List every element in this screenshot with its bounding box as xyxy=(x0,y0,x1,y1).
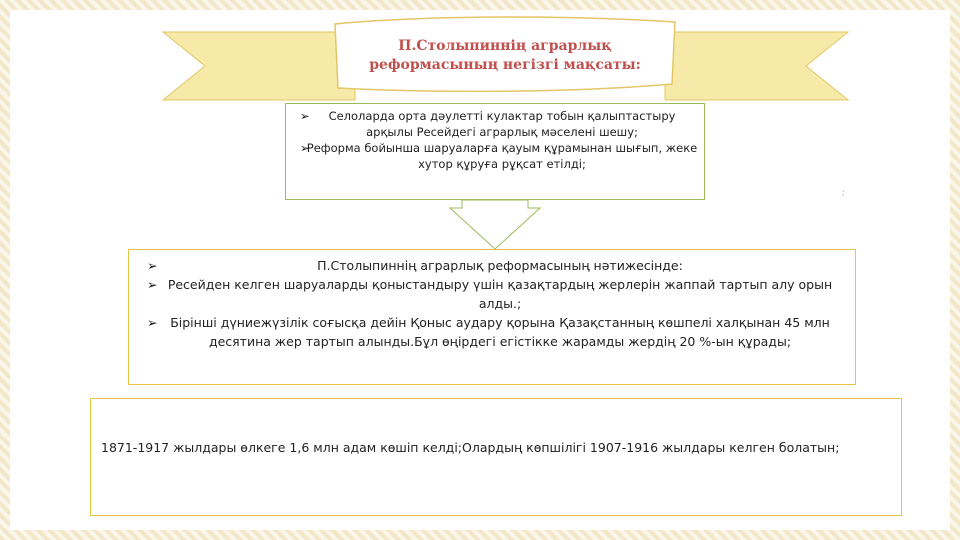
goals-item-text: Реформа бойынша шаруаларға қауым құрамынан шығып, жеке хутор құруға рұқсат етілді; xyxy=(306,141,698,171)
results-item xyxy=(137,256,847,275)
results-item-text: Ресейден келген шаруаларды қоныстандыру үшін қазақтардың жерлерін жаппай тартып алу орын алды.; xyxy=(167,277,833,311)
arrowhead-bullet-icon: ➢ xyxy=(300,141,310,155)
goals-item-text: Селоларда орта дәулетті кулактар тобын қалыптастыру арқылы Ресейдегі аграрлық мәселені шешу; xyxy=(328,109,676,139)
down-arrow xyxy=(450,200,540,249)
arrowhead-bullet-icon: ➢ xyxy=(147,315,158,330)
goals-item xyxy=(292,140,698,172)
results-box xyxy=(128,249,856,385)
ribbon-right-tail xyxy=(665,32,848,100)
ribbon-left-tail xyxy=(163,32,355,100)
note-text: 1871-1917 жылдары өлкеге 1,6 млн адам көшіп келді;Олардың көпшілігі 1907-1916 жылдары келген болатын; xyxy=(101,440,840,455)
banner-title-line-1: П.Столыпиннің аграрлық xyxy=(398,38,612,54)
results-item-text: Бірінші дүниежүзілік соғысқа дейін Қоныс аудару қорына Қазақстанның көшпелі халқынан 45 млн десятина жер тартып алынды.Бұл өңірдегі егістікке жарамды жердің 20 %-ын құрады; xyxy=(170,315,830,349)
results-item xyxy=(137,275,847,313)
banner-title-line-2: реформасының негізгі мақсаты: xyxy=(369,57,641,73)
note-box xyxy=(90,398,902,516)
goals-item xyxy=(292,108,698,140)
arrowhead-bullet-icon: ➢ xyxy=(147,277,158,292)
results-item xyxy=(137,313,847,351)
arrowhead-bullet-icon: ➢ xyxy=(300,109,310,123)
banner-title xyxy=(345,37,665,89)
side-mark: ; xyxy=(842,188,845,197)
results-item-text: П.Столыпиннің аграрлық реформасының нәтижесінде: xyxy=(317,258,683,273)
arrowhead-bullet-icon: ➢ xyxy=(147,258,158,273)
goals-box xyxy=(285,103,705,200)
